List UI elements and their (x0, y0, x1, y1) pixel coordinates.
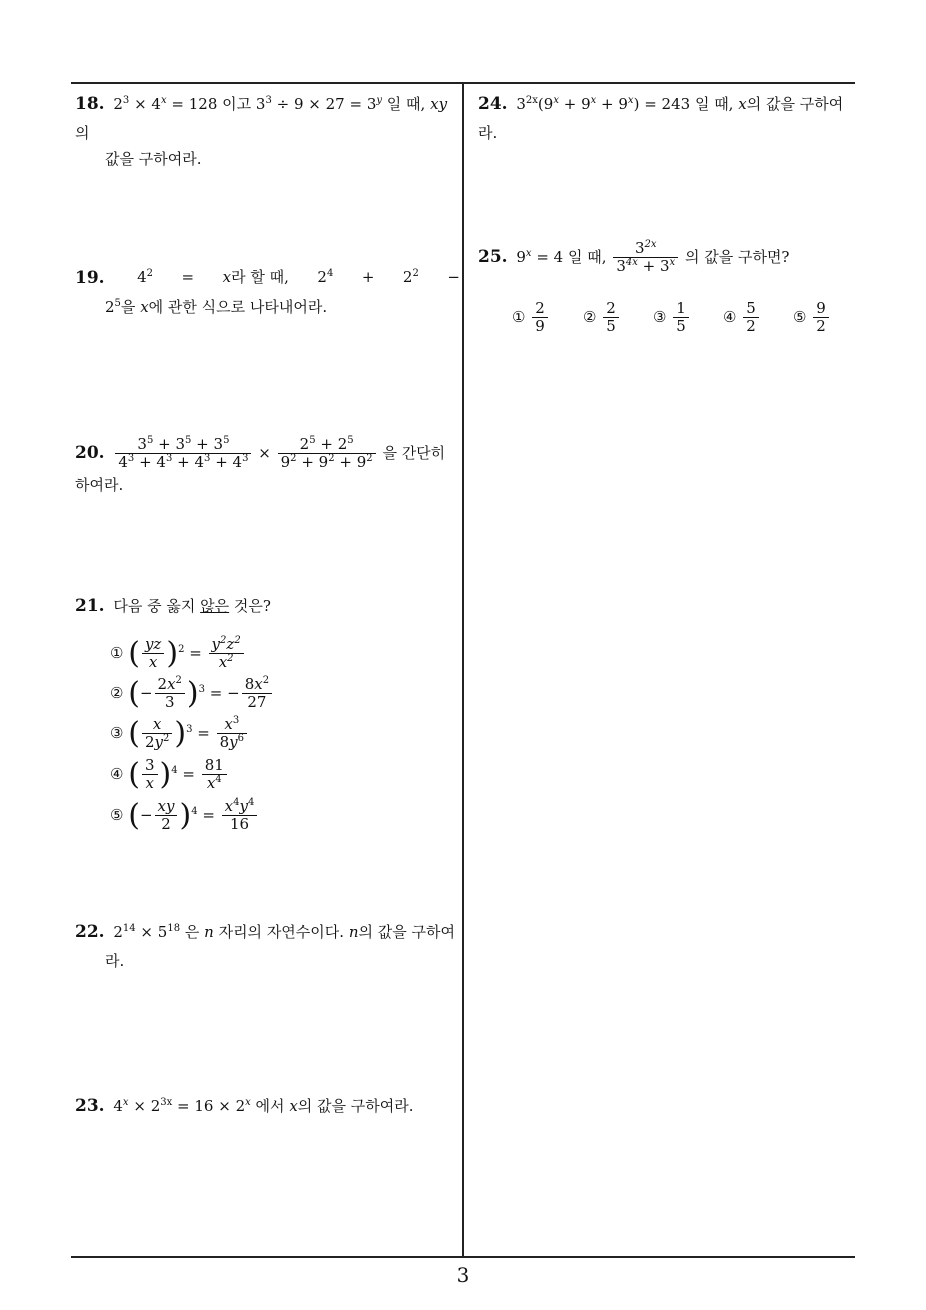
fraction-main: $\frac{3^{2x}}{3^{4x} + 3^x}$ (613, 240, 678, 276)
bottom-rule (71, 1256, 855, 1258)
choice-4: ④ ( $\frac{3}{x}$ )$^4$ = $\frac{81}{x^4}$ (110, 757, 229, 793)
problem-19: 19. $4^2$ = x라 할 때, $2^4$ + $2^2$ − $2^5$을 x에 관한 식으로 나타내어라. (75, 268, 460, 316)
problem-number: 18. (75, 94, 105, 114)
choice-1: ① ( $\frac{yz}{x}$ )$^2$ = $\frac{y^2z^2}{x^2}$ (110, 636, 246, 672)
problem-25: 25. 9$^x$ = 4 일 때, $\frac{3^{2x}}{3^{4x} + 3^x}$ 의 값을 구하면? (478, 239, 790, 276)
problem-20: 20. $\frac{3^5 + 3^5 + 3^5}{4^3 + 4^3 + 4^3 + 4^3}$ × $\frac{2^5 + 2^5}{9^2 + 9^2 + 9^2}$ 을 간단히 하여라. (75, 435, 446, 494)
problem-24: 24. $3^{2x}(9^x + 9^x + 9^x) = 243$ 일 때, x의 값을 구하여라. (478, 94, 844, 142)
problem-21: 21. 다음 중 옳지 않은 것은? (75, 596, 271, 616)
column-divider (462, 82, 464, 1257)
answer-choice-2: ② $\frac{2}{5}$ (583, 300, 621, 336)
problem-22: 22. $2^{14} \times 5^{18}$ 은 n 자리의 자연수이다. n의 값을 구하여 라. (75, 922, 455, 970)
answer-choice-1: ① $\frac{2}{9}$ (512, 300, 550, 336)
answer-choice-5: ⑤ $\frac{9}{2}$ (793, 300, 831, 336)
choice-5: ⑤ (− $\frac{xy}{2}$ )$^4$ = $\frac{x^4y^4}{16}$ (110, 798, 259, 834)
page-number: 3 (456, 1263, 470, 1287)
choice-3: ③ ( $\frac{x}{2y^2}$ )$^3$ = $\frac{x^3}{8y^6}$ (110, 716, 249, 752)
fraction-2: $\frac{2^5 + 2^5}{9^2 + 9^2 + 9^2}$ (278, 436, 376, 472)
problem-18: 18. $2^3 \times 4^x = 128$ 이고 $3^3 \div 9 \times 27 = 3^y$ 일 때, xy 의 값을 구하여라. (75, 94, 448, 168)
fraction-1: $\frac{3^5 + 3^5 + 3^5}{4^3 + 4^3 + 4^3 + 4^3}$ (115, 436, 251, 472)
answer-choice-3: ③ $\frac{1}{5}$ (653, 300, 691, 336)
choice-2: ② (− $\frac{2x^2}{3}$ )$^3$ = − $\frac{8x^2}{27}$ (110, 676, 274, 712)
problem-23: 23. $4^x \times 2^{3x} = 16 \times 2^x$ 에서 x의 값을 구하여라. (75, 1096, 414, 1116)
answer-choice-4: ④ $\frac{5}{2}$ (723, 300, 761, 336)
